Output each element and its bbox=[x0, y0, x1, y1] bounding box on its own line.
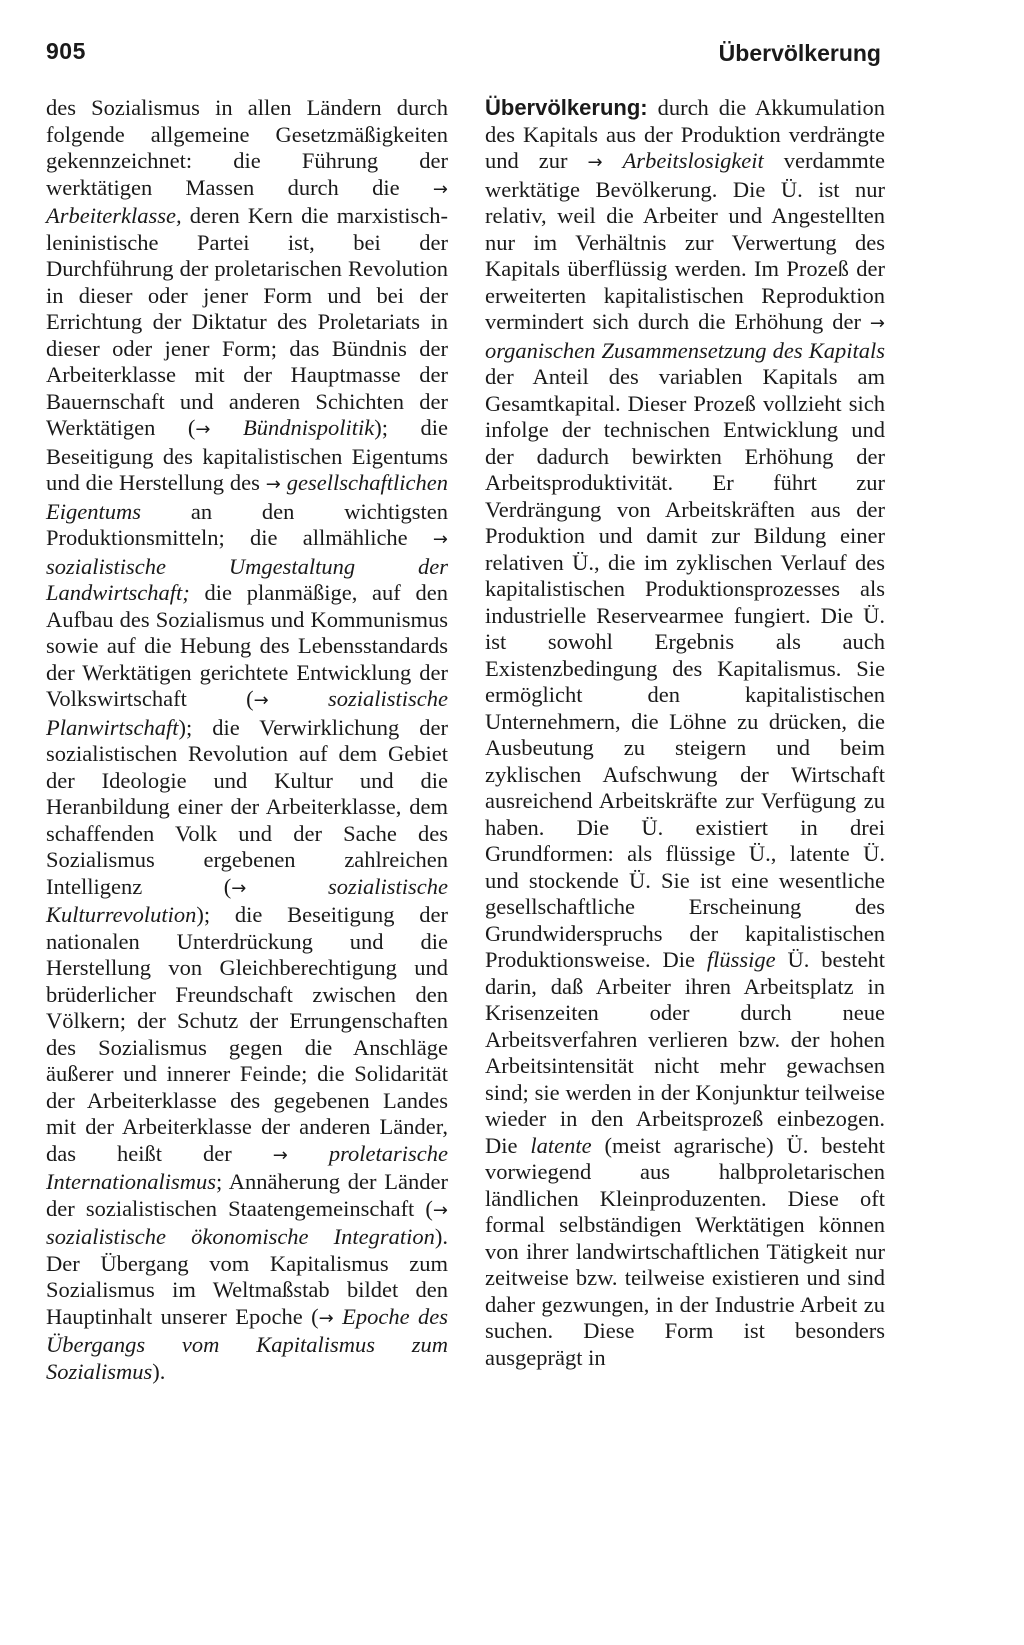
cross-reference: Epoche des Übergangs vom Kapitalismus zum Sozialismus bbox=[46, 1303, 448, 1384]
running-head: Übervölkerung bbox=[718, 40, 881, 66]
arrow-icon: → bbox=[272, 1144, 288, 1166]
left-column-text bbox=[46, 95, 448, 1385]
arrow-icon: → bbox=[432, 1199, 448, 1221]
arrow-icon: → bbox=[253, 690, 269, 711]
text-run: des Sozialismus in allen Ländern durch folgende allgemeine Gesetzmäßigkeiten gekennzeichnet: die Führung der werktätigen Massen durch die bbox=[46, 95, 448, 200]
cross-reference: sozialistische Planwirtschaft bbox=[46, 686, 448, 740]
text-run: (meist agrarische) Ü. besteht vorwiegend aus halbproletarischen ländlichen Kleinproduzenten. Diese oft formal selbständigen Werktätigen können von ihrer landwirtschaftlichen Tätigkeit nur zeitweise bzw. teilweise existieren und sind daher gezwungen, in der Industrie Arbeit zu suchen. Diese Form ist besonders ausgeprägt in bbox=[485, 1132, 885, 1370]
arrow-icon: → bbox=[432, 529, 448, 550]
text-run: ). bbox=[152, 1358, 166, 1384]
arrow-icon: → bbox=[318, 1307, 334, 1329]
cross-reference: Arbeitslosigkeit bbox=[622, 148, 764, 173]
text-run: deren Kern die marxistisch-leninistische Partei ist, bei der Durchführung der proletarischen Revolution in dieser oder jener Form und bei der Errichtung der Diktatur des Proletariats in dieser oder jener Form; das Bündnis der Arbeiterklasse mit der Hauptmasse der Bauernschaft und anderen Schichten der Werktätigen ( bbox=[46, 203, 448, 440]
entry-headword: Übervölkerung: bbox=[485, 95, 648, 120]
page-number: 905 bbox=[46, 38, 86, 64]
arrow-icon: → bbox=[265, 474, 281, 495]
cross-reference: organischen Zusammensetzung des Kapitals bbox=[485, 337, 885, 363]
text-run: ); die Beseitigung der nationalen Unterdrückung und die Herstellung von Gleichberechtigung und brüderlicher Freundschaft zwischen den Völkern; der Schutz der Errungenschaften des Sozialismus gegen die Anschläge äußerer und innerer Feinde; die Solidarität der Arbeiterklasse des gegebenen Landes mit der Arbeiterklasse der anderen Länder, das heißt der bbox=[46, 902, 448, 1166]
right-column bbox=[485, 95, 885, 1371]
arrow-icon: → bbox=[195, 419, 211, 440]
arrow-icon: → bbox=[231, 877, 247, 899]
cross-reference: Arbeiterklasse, bbox=[46, 203, 182, 228]
text-run: durch die Akkumulation des Kapitals aus der Produktion verdrängte und zur bbox=[485, 95, 885, 173]
cross-reference: sozialistische ökonomische Integration bbox=[46, 1224, 435, 1249]
text-run: ); die Beseitigung des kapitalistischen Eigentums und die Herstellung des bbox=[46, 415, 449, 495]
text-run: verdammte werktätige Bevölkerung. Die Ü. ist nur relativ, weil die Arbeiter und Angestellten nur im Verhältnis zur Verwertung des Kapitals überflüssig werden. Im Prozeß der erweiterten kapitalistischen Reproduktion vermindert sich durch die Erhöhung der bbox=[485, 148, 885, 334]
text-run: ; Annäherung der Länder der sozialistischen Staatengemeinschaft ( bbox=[46, 1169, 448, 1221]
cross-reference: sozialistische Umgestaltung der Landwirtschaft; bbox=[46, 553, 448, 605]
cross-reference: proletarische Internationalismus bbox=[46, 1140, 448, 1194]
cross-reference: sozialistische Kulturrevolution bbox=[46, 873, 448, 927]
entry-uebervoelkerung bbox=[485, 95, 885, 1371]
arrow-icon: → bbox=[869, 313, 885, 334]
cross-reference: Bündnispolitik bbox=[243, 415, 375, 440]
text-run: ); die Verwirklichung der sozialistischen Revolution auf dem Gebiet der Ideologie und Kultur und die Heranbildung einer der Arbeiterklasse, dem schaffenden Volk und der Sache des Sozialismus ergebenen zahlreichen Intelligenz ( bbox=[46, 714, 448, 899]
arrow-icon: → bbox=[432, 178, 448, 200]
text-run: ). Der Übergang vom Kapitalismus zum Sozialismus im Weltmaßstab bildet den Hauptinhalt unserer Epoche ( bbox=[46, 1224, 448, 1329]
left-column bbox=[46, 95, 448, 1385]
cross-reference: gesellschaftlichen Eigentums bbox=[46, 470, 448, 524]
emphasis: latente bbox=[530, 1132, 592, 1158]
text-run: Ü. besteht darin, daß Arbeiter ihren Arbeitsplatz in Krisenzeiten oder durch neue Arbeitsverfahren verlieren bzw. der hohen Arbeitsintensität nicht mehr gewachsen sind; sie werden in der Konjunktur teilweise wieder in den Arbeitsprozeß einbezogen. Die bbox=[485, 947, 886, 1158]
arrow-icon: → bbox=[587, 152, 603, 173]
text-run: der Anteil des variablen Kapitals am Gesamtkapital. Dieser Prozeß vollzieht sich infolge der technischen Entwicklung und der dadurch bewirkten Erhöhung der Arbeitsproduktivität. Er führt zur Verdrängung von Arbeitskräften aus der Produktion und damit zur Bildung einer relativen Ü., die im zyklischen Verlauf des kapitalistischen Produktionsprozesses als industrielle Reservearmee fungiert. Die Ü. ist sowohl Ergebnis als auch Existenzbedingung des Kapitalismus. Sie ermöglicht den kapitalistischen Unternehmern, die Löhne zu drücken, die Ausbeutung zu steigern und beim zyklischen Aufschwung der Wirtschaft ausreichend Arbeitskräfte zur Verfügung zu haben. Die Ü. existiert in drei Grundformen: als flüssige Ü., latente Ü. und stockende Ü. Sie ist eine wesentliche gesellschaftliche Erscheinung des Grundwiderspruchs der kapitalistischen Produktionsweise. Die bbox=[485, 364, 885, 972]
emphasis: flüssige bbox=[706, 947, 776, 972]
text-run: an den wichtigsten Produktionsmitteln; die allmähliche bbox=[46, 498, 448, 550]
text-run: die planmäßige, auf den Aufbau des Sozialismus und Kommunismus sowie auf die Hebung des Lebensstandards der Werktätigen gerichtete Entwicklung der Volkswirtschaft ( bbox=[46, 580, 448, 711]
